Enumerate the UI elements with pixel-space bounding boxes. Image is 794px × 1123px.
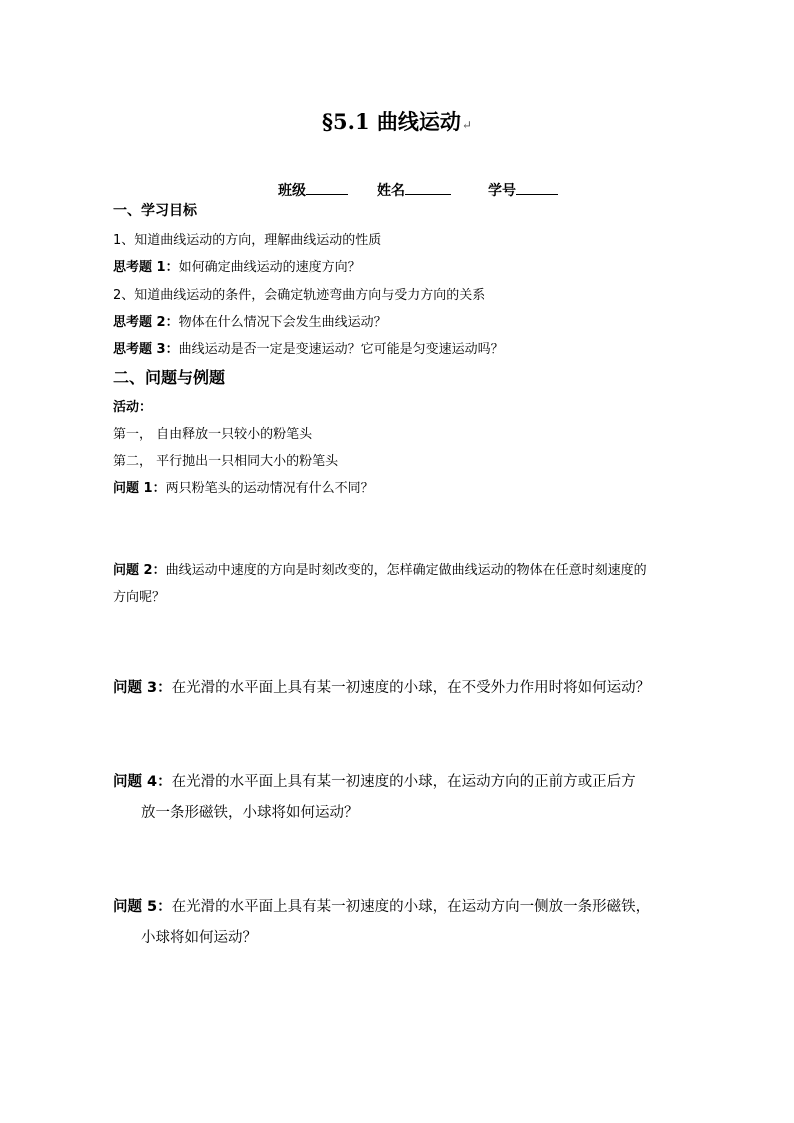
question-1: [113, 477, 374, 496]
q3-label: 问题 3：: [113, 680, 172, 696]
question-4-line2: 放一条形磁铁，小球将如何运动？: [141, 805, 359, 821]
q5-text: 在光滑的水平面上具有某一初速度的小球，在运动方向一侧放一条形磁铁，: [171, 899, 651, 915]
id-field: [488, 180, 558, 200]
think1-label: 思考题 1：: [113, 260, 179, 275]
think1-text: 如何确定曲线运动的速度方向？: [178, 260, 361, 275]
think3-label: 思考题 3：: [113, 342, 179, 357]
think3-text: 曲线运动是否一定是变速运动？它可能是匀变速运动吗？: [178, 342, 504, 357]
question-2-line2: 方向呢？: [113, 590, 166, 605]
q5-label: 问题 5：: [113, 899, 172, 915]
activity-label: 活动：: [113, 400, 153, 415]
q4-text: 在光滑的水平面上具有某一初速度的小球，在运动方向的正前方或正后方: [171, 774, 636, 790]
question-4-line1: [113, 770, 636, 791]
goal-2: 2、知道曲线运动的条件，会确定轨迹弯曲方向与受力方向的关系: [113, 288, 486, 303]
think-question-1: [113, 256, 361, 275]
goal-1: 1、知道曲线运动的方向，理解曲线运动的性质: [113, 233, 382, 248]
page-title: [0, 106, 794, 136]
id-label: 学号: [488, 183, 516, 199]
q1-text: 两只粉笔头的运动情况有什么不同？: [165, 481, 374, 496]
title-text: §5.1 曲线运动: [322, 109, 461, 134]
q1-label: 问题 1：: [113, 481, 166, 496]
q2-text: 曲线运动中速度的方向是时刻改变的，怎样确定做曲线运动的物体在任意时刻速度的: [165, 563, 647, 578]
think-question-2: [113, 311, 387, 330]
name-blank[interactable]: [405, 180, 451, 195]
section2-heading: 二、问题与例题: [113, 368, 226, 387]
name-field: [377, 180, 451, 200]
class-label: 班级: [278, 183, 306, 199]
q2-label: 问题 2：: [113, 563, 166, 578]
think2-label: 思考题 2：: [113, 315, 179, 330]
name-label: 姓名: [377, 183, 405, 199]
question-5-line2: 小球将如何运动？: [141, 930, 257, 946]
class-field: [278, 180, 348, 200]
q3-text: 在光滑的水平面上具有某一初速度的小球，在不受外力作用时将如何运动？: [171, 680, 651, 696]
think2-text: 物体在什么情况下会发生曲线运动？: [178, 315, 387, 330]
activity-step-1: 第一， 自由释放一只较小的粉笔头: [113, 427, 313, 442]
class-blank[interactable]: [306, 180, 348, 195]
question-5-line1: [113, 895, 650, 916]
section1-heading: 一、学习目标: [113, 203, 197, 219]
think-question-3: [113, 338, 504, 357]
activity-step-2: 第二， 平行抛出一只相同大小的粉笔头: [113, 454, 339, 469]
paragraph-mark: ↵: [461, 118, 472, 132]
id-blank[interactable]: [516, 180, 558, 195]
question-3: [113, 676, 650, 697]
q4-label: 问题 4：: [113, 774, 172, 790]
question-2-line1: [113, 559, 647, 578]
